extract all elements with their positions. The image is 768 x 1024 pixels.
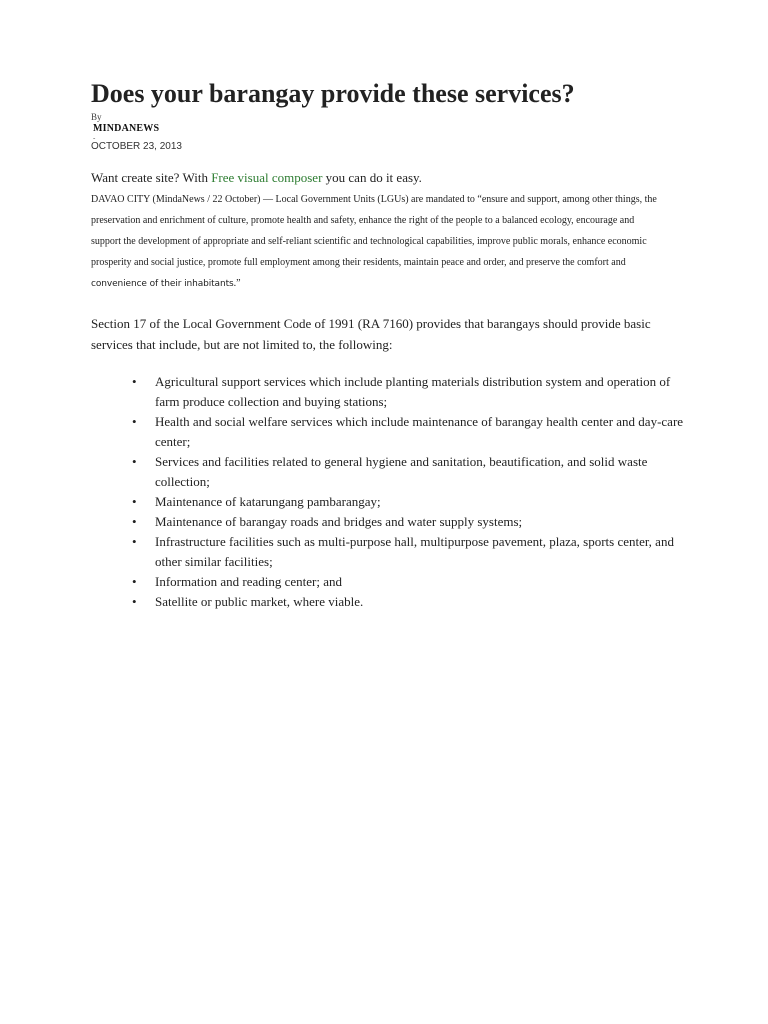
byline-label: By	[91, 112, 102, 122]
lead-paragraph	[91, 189, 666, 295]
bullet-icon: •	[132, 514, 137, 529]
service-list-item	[91, 412, 685, 452]
bullet-icon: •	[132, 374, 137, 389]
service-text: Maintenance of barangay roads and bridges and water supply systems;	[155, 514, 523, 529]
bullet-icon: •	[132, 534, 137, 549]
lead-end-close: .”	[233, 278, 241, 289]
service-list-item	[91, 492, 685, 512]
lead-end-text: convenience of their inhabitants	[91, 279, 234, 289]
service-text: Agricultural support services which include planting materials distribution system and operation of farm produce collection and buying stations;	[155, 374, 671, 409]
service-list-item	[91, 372, 685, 412]
bullet-icon: •	[132, 494, 137, 509]
lead-text: DAVAO CITY (MindaNews / 22 October) — Local Government Units (LGUs) are mandated to “ensure and support, among other things, the preservation and enrichment of culture, promote health and safety, enhance the right of the people to a balanced ecology, encourage and support the development of appropriate and self-reliant scientific and technological capabilities, improve public morals, enhance economic prosperity and social justice, promote full employment among their residents, maintain peace and order, and preserve the comfort and	[91, 194, 657, 268]
service-list-item	[91, 512, 685, 532]
service-text: Infrastructure facilities such as multi-purpose hall, multipurpose pavement, plaza, sports center, and other similar facilities;	[155, 534, 674, 569]
byline-separator: -	[93, 134, 96, 142]
author-link[interactable]: MINDANEWS	[93, 123, 160, 134]
bullet-icon: •	[132, 414, 137, 429]
free-visual-composer-link[interactable]: Free visual composer	[211, 170, 323, 185]
service-list-item	[91, 452, 685, 492]
bullet-icon: •	[132, 594, 137, 609]
article-title: Does your barangay provide these services?	[91, 79, 575, 108]
service-text: Services and facilities related to general hygiene and sanitation, beautification, and solid waste collection;	[155, 454, 648, 489]
promo-suffix: you can do it easy.	[322, 170, 422, 185]
service-text: Information and reading center; and	[155, 574, 342, 589]
article	[91, 78, 684, 612]
service-list-item	[91, 592, 685, 612]
service-text: Health and social welfare services which include maintenance of barangay health center and day-care center;	[155, 414, 684, 449]
section-intro: Section 17 of the Local Government Code of 1991 (RA 7160) provides that barangays should provide basic services that include, but are not limited to, the following:	[91, 316, 651, 352]
promo-line	[91, 170, 681, 186]
promo-prefix: Want create site? With	[91, 170, 212, 185]
bullet-icon: •	[132, 574, 137, 589]
services-list	[91, 372, 684, 612]
publish-date: OCTOBER 23, 2013	[91, 141, 182, 152]
service-list-item	[91, 532, 685, 572]
bullet-icon: •	[132, 454, 137, 469]
service-text: Maintenance of katarungang pambarangay;	[155, 494, 381, 509]
service-list-item	[91, 572, 685, 592]
service-text: Satellite or public market, where viable.	[155, 594, 364, 609]
